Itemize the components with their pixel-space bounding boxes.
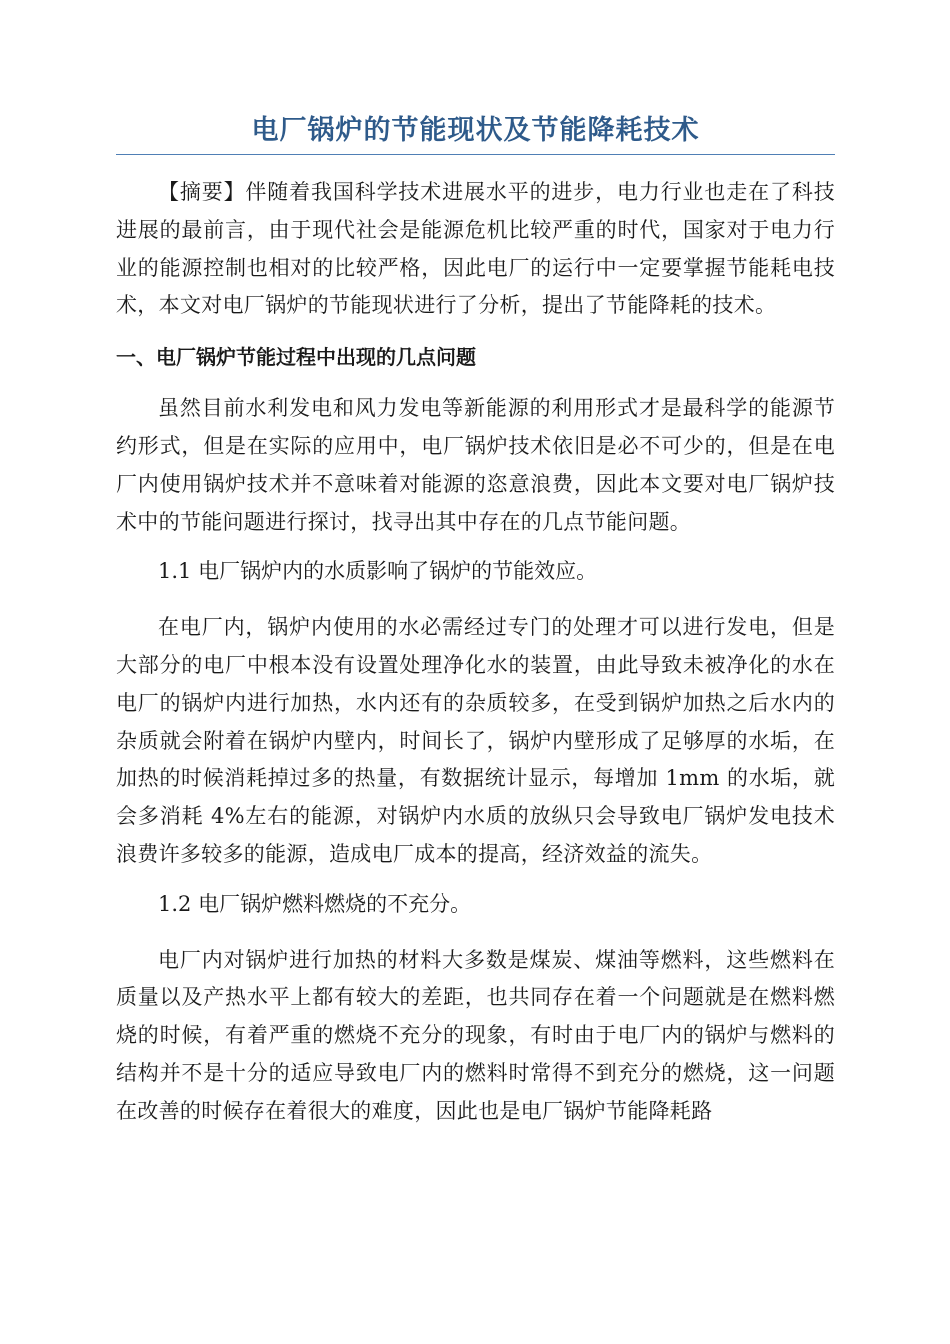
subsection-1-1-heading: 1.1 电厂锅炉内的水质影响了锅炉的节能效应。	[158, 559, 598, 584]
document-title: 电厂锅炉的节能现状及节能降耗技术	[116, 110, 835, 155]
document-page	[116, 110, 835, 1131]
section-1-heading: 一、电厂锅炉节能过程中出现的几点问题	[116, 345, 476, 370]
subsection-1-2-paragraph: 电厂内对锅炉进行加热的材料大多数是煤炭、煤油等燃料，这些燃料在质量以及产热水平上都有较大的差距，也共同存在着一个问题就是在燃料燃烧的时候，有着严重的燃烧不充分的现象，有时由于电厂内的锅炉与燃料的结构并不是十分的适应导致电厂内的燃料时常得不到充分的燃烧，这一问题在改善的时候存在着很大的难度，因此也是电厂锅炉节能降耗路	[116, 947, 835, 1123]
subsection-1-1-paragraph: 在电厂内，锅炉内使用的水必需经过专门的处理才可以进行发电，但是大部分的电厂中根本没有设置处理净化水的装置，由此导致未被净化的水在电厂的锅炉内进行加热，水内还有的杂质较多，在受到锅炉加热之后水内的杂质就会附着在锅炉内壁内，时间长了，锅炉内壁形成了足够厚的水垢，在加热的时候消耗掉过多的热量，有数据统计显示，每增加 1mm 的水垢，就会多消耗 4%左右的能源，对锅炉内水质的放纵只会导致电厂锅炉发电技术浪费许多较多的能源，造成电厂成本的提高，经济效益的流失。	[116, 615, 835, 866]
section-1-paragraph: 虽然目前水利发电和风力发电等新能源的利用形式才是最科学的能源节约形式，但是在实际的应用中，电厂锅炉技术依旧是必不可少的，但是在电厂内使用锅炉技术并不意味着对能源的恣意浪费，因此本文要对电厂锅炉技术中的节能问题进行探讨，找寻出其中存在的几点节能问题。	[116, 396, 835, 534]
abstract-paragraph: 【摘要】伴随着我国科学技术进展水平的进步，电力行业也走在了科技进展的最前言，由于现代社会是能源危机比较严重的时代，国家对于电力行业的能源控制也相对的比较严格，因此电厂的运行中一定要掌握节能耗电技术，本文对电厂锅炉的节能现状进行了分析，提出了节能降耗的技术。	[116, 180, 835, 318]
subsection-1-2-heading: 1.2 电厂锅炉燃料燃烧的不充分。	[158, 891, 472, 916]
